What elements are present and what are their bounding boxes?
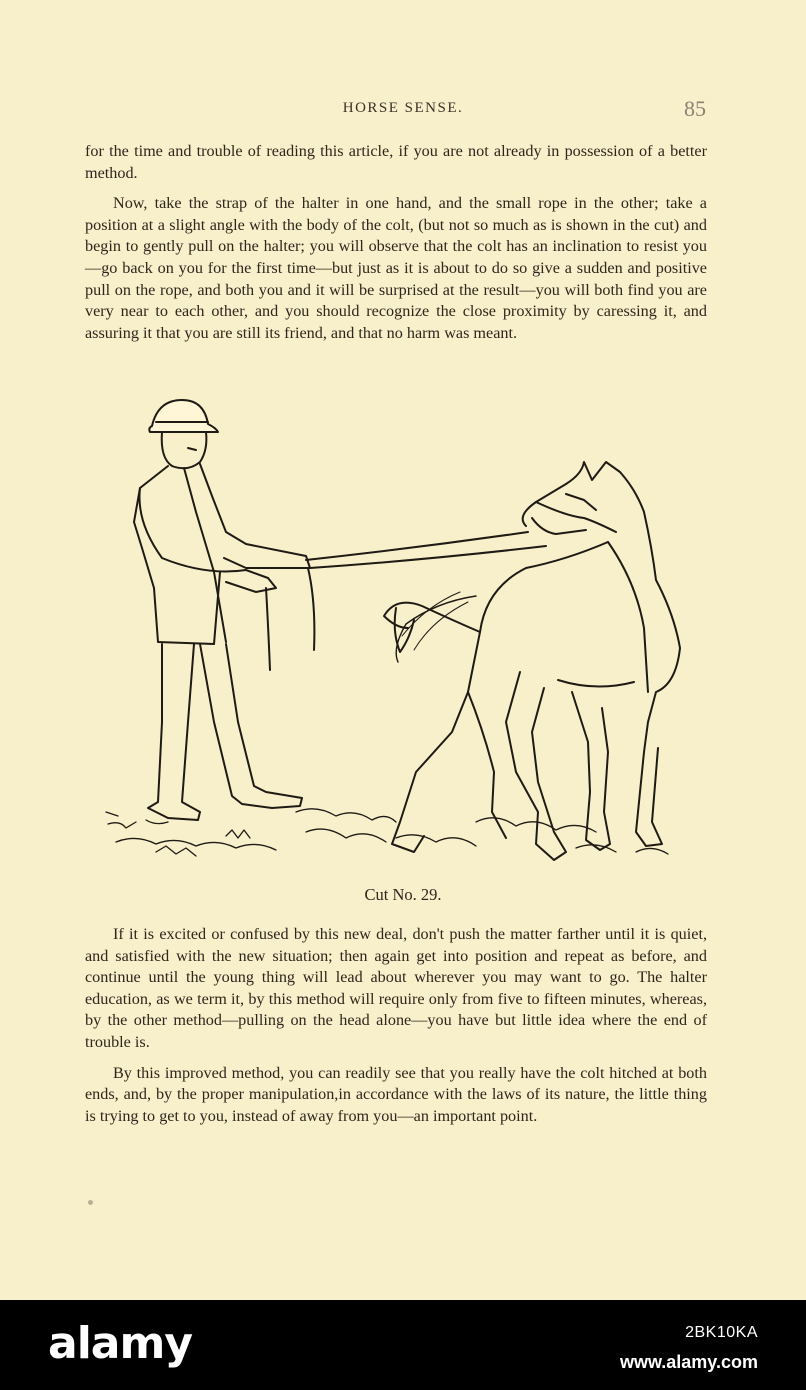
image-id: 2BK10KA <box>685 1324 758 1341</box>
man-figure <box>134 400 314 820</box>
ground-marks <box>106 809 668 856</box>
paragraph: By this improved method, you can readily see that you really have the colt hitched at both ends, and, by the proper manipulation,in accordance with the laws of its nature, the little thing is trying to get to you, instead of away from you—an important point. <box>85 1063 707 1125</box>
paragraph: Now, take the strap of the halter in one hand, and the small rope in the other; take a position at a slight angle with the body of the colt, (but not so much as is shown in the cut) and begin to gently pull on the halter; you will observe that the colt has an inclination to resist you—go back on you for the first time—but just as it is about to do so give a sudden and positive pull on the rope, and both you and it will be surprised at the result—you will both find you are very near to each other, and you should recognize the close proximity by caressing it, and assuring it that you are still its friend, and that no harm was meant. <box>85 194 707 342</box>
text-block-top <box>85 141 707 353</box>
running-head: HORSE SENSE. <box>342 100 464 116</box>
site-url: www.alamy.com <box>619 1352 758 1372</box>
page-number: 85 <box>684 96 706 121</box>
colt-figure <box>384 462 680 860</box>
lead-rope <box>306 532 528 560</box>
illustration-man-and-colt <box>96 392 696 882</box>
alamy-logo: alamy <box>48 1318 192 1369</box>
stock-footer-banner <box>0 1300 806 1390</box>
paragraph: for the time and trouble of reading this article, if you are not already in possession of a better method. <box>85 142 707 182</box>
figure-caption: Cut No. 29. <box>364 885 442 904</box>
ink-speck <box>88 1200 93 1205</box>
paragraph: If it is excited or confused by this new deal, don't push the matter farther until it is quiet, and satisfied with the new situation; then again get into position and repeat as before, and continue until the young thing will lead about wherever you may want to go. The halter education, as we term it, by this method will require only from five to fifteen minutes, whereas, by the other method—pulling on the head alone—you have but little idea where the end of trouble is. <box>85 925 707 1051</box>
text-block-bottom <box>85 924 707 1136</box>
